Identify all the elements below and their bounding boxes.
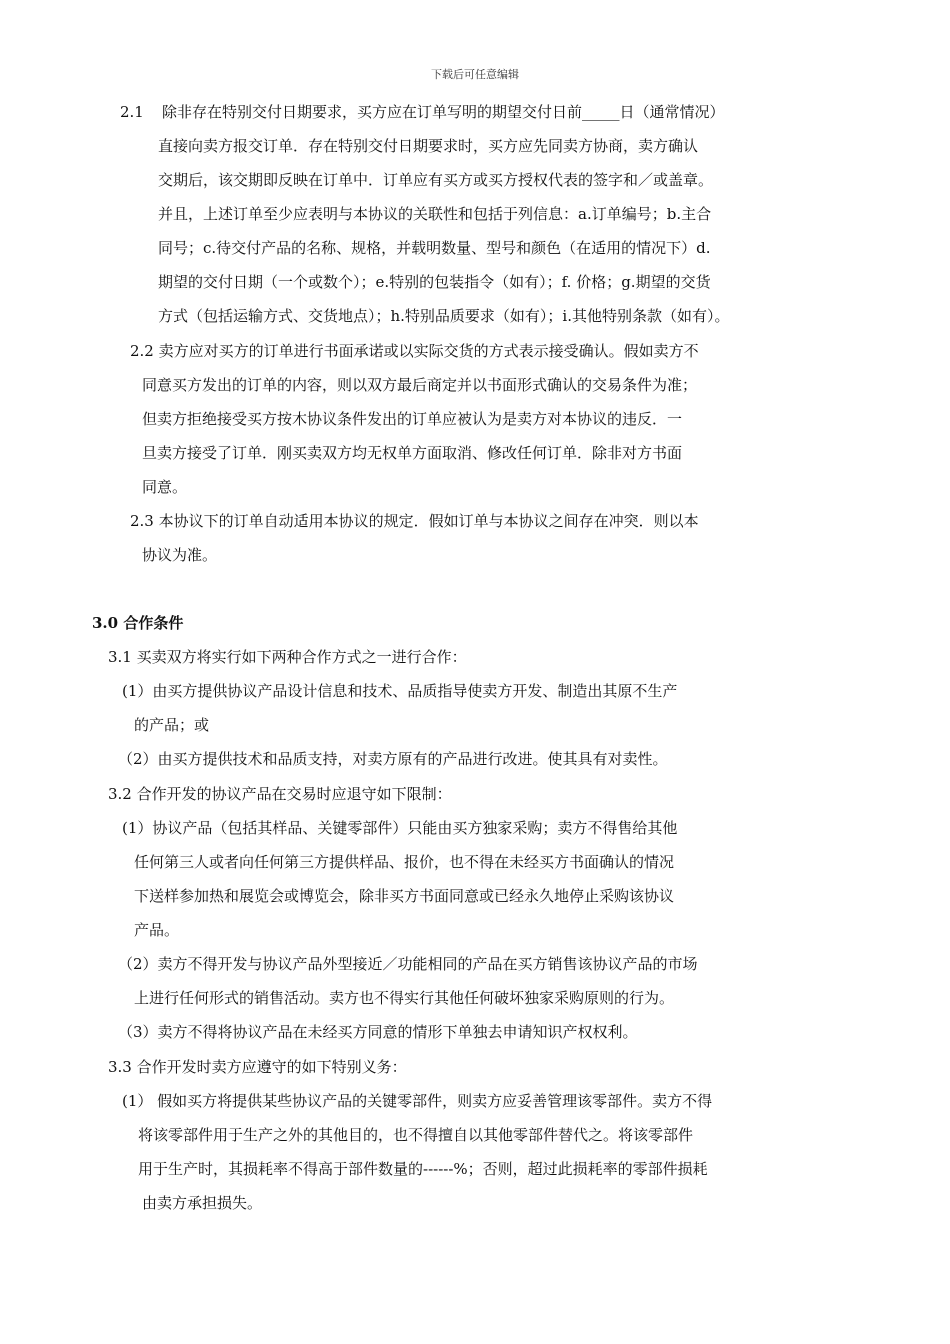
clause-3-3-1-line-4: 由卖方承担损失。 <box>142 1194 263 1212</box>
clause-3-2-3: （3）卖方不得将协议产品在未经买方同意的情形下单独去申请知识产权权利。 <box>118 1023 638 1041</box>
clause-3-2-1-line-1: (1）协议产品（包括其样品、关键零部件）只能由买方独家采购；卖方不得售给其他 <box>122 819 678 837</box>
clause-3-1-2: （2）由买方提供技术和品质支持，对卖方原有的产品进行改进。使其具有对卖性。 <box>118 750 668 768</box>
clause-3-3-1-line-3: 用于生产时，其损耗率不得高于部件数量的------%；否则，超过此损耗率的零部件损耗 <box>138 1160 708 1178</box>
clause-3-3-1-line-1: (1） 假如买方将提供某些协议产品的关键零部件，则卖方应妥善管理该零部件。卖方不得 <box>122 1092 713 1110</box>
clause-2-1-line-4: 并且，上述订单至少应表明与本协议的关联性和包括于列信息：a.订单编号；b.主合 <box>158 205 712 223</box>
clause-2-1-line-1: 除非存在特别交付日期要求，买方应在订单写明的期望交付日前_____日（通常情况） <box>162 103 725 121</box>
clause-2-2-line-2: 同意买方发出的订单的内容，则以双方最后商定并以书面形式确认的交易条件为准； <box>142 376 698 394</box>
clause-3-2-1-line-4: 产品。 <box>134 921 180 939</box>
section-3-title: 3.0 合作条件 <box>92 614 184 632</box>
clause-2-1-line-6: 期望的交付日期（一个或数个）；e.特别的包装指令（如有）；f. 价格；g.期望的交货 <box>158 273 711 291</box>
clause-2-2-line-4: 旦卖方接受了订单．刚买卖双方均无权单方面取消、修改任何订单．除非对方书面 <box>142 444 683 462</box>
clause-2-1-line-5: 同号；c.待交付产品的名称、规格，并载明数量、型号和颜色（在适用的情况下）d. <box>158 239 711 257</box>
clause-2-1-line-3: 交期后，该交期即反映在订单中．订单应有买方或买方授权代表的签字和／或盖章。 <box>158 171 714 189</box>
clause-2-1-line-7: 方式（包括运输方式、交货地点）；h.特别品质要求（如有）；i.其他特别条款（如有）。 <box>158 307 730 325</box>
clause-3-3-1-line-2: 将该零部件用于生产之外的其他目的，也不得擅自以其他零部件替代之。将该零部件 <box>138 1126 694 1144</box>
page-header-note: 下载后可任意编辑 <box>431 68 519 81</box>
clause-2-2-line-1: 2.2 卖方应对买方的订单进行书面承诺或以实际交货的方式表示接受确认。假如卖方不 <box>130 342 699 360</box>
clause-2-2-line-5: 同意。 <box>142 478 188 496</box>
clause-2-3-line-1: 2.3 本协议下的订单自动适用本协议的规定．假如订单与本协议之间存在冲突．则以本 <box>130 512 699 530</box>
clause-3-1: 3.1 买卖双方将实行如下两种合作方式之一进行合作： <box>108 648 467 666</box>
clause-3-2-1-line-3: 下送样参加热和展览会或博览会，除非买方书面同意或已经永久地停止采购该协议 <box>134 887 675 905</box>
clause-3-2: 3.2 合作开发的协议产品在交易时应退守如下限制： <box>108 785 452 803</box>
clause-2-1-number: 2.1 <box>120 103 144 121</box>
clause-2-2-line-3: 但卖方拒绝接受买方按木协议条件发出的订单应被认为是卖方对本协议的违反．一 <box>142 410 683 428</box>
clause-2-1-line-2: 直接向卖方报交订单．存在特别交付日期要求时，买方应先同卖方协商，卖方确认 <box>158 137 699 155</box>
clause-3-1-1-line-2: 的产品；或 <box>134 716 210 734</box>
clause-3-3: 3.3 合作开发时卖方应遵守的如下特别义务： <box>108 1058 407 1076</box>
clause-3-2-1-line-2: 任何第三人或者向任何第三方提供样品、报价，也不得在未经买方书面确认的情况 <box>134 853 675 871</box>
clause-3-2-2-line-1: （2）卖方不得开发与协议产品外型接近／功能相同的产品在买方销售该协议产品的市场 <box>118 955 698 973</box>
clause-3-2-2-line-2: 上进行任何形式的销售活动。卖方也不得实行其他任何破坏独家采购原则的行为。 <box>134 989 675 1007</box>
clause-3-1-1-line-1: (1）由买方提供协议产品设计信息和技术、品质指导使卖方开发、制造出其原不生产 <box>122 682 678 700</box>
clause-2-3-line-2: 协议为准。 <box>142 546 218 564</box>
